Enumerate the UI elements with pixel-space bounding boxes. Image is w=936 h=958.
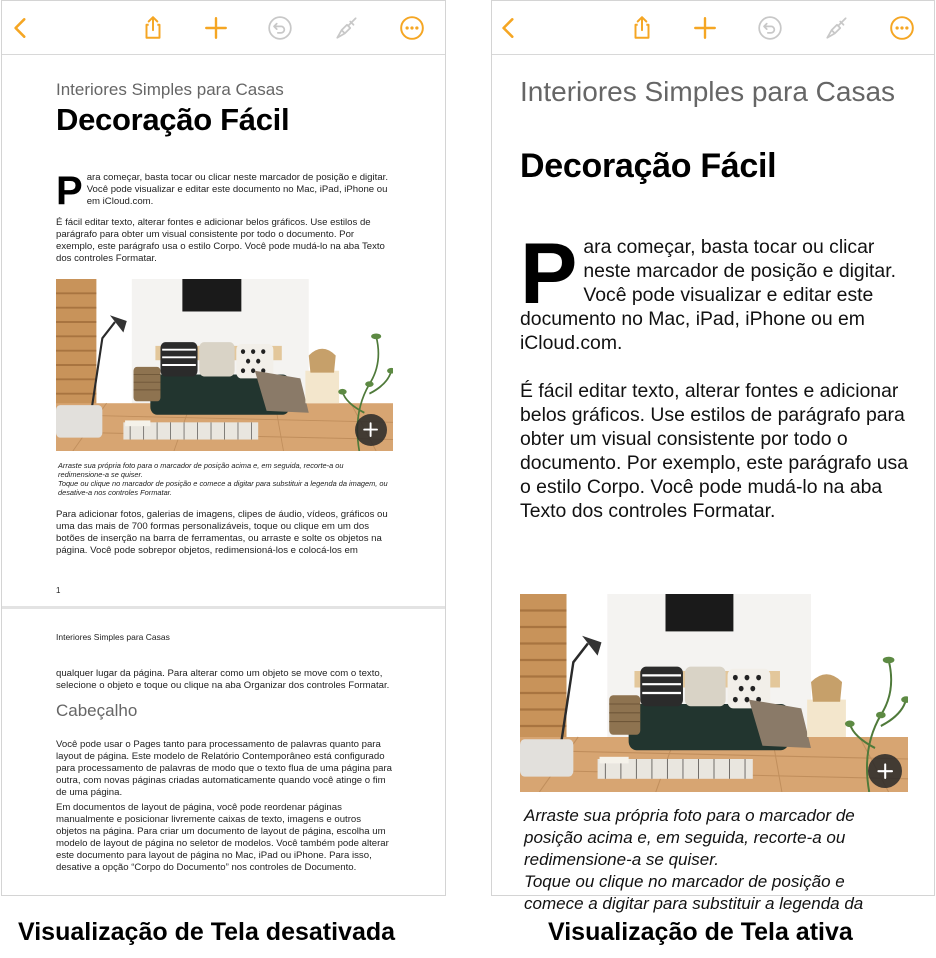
add-image-button[interactable] (868, 754, 902, 788)
more-icon[interactable] (397, 13, 427, 43)
more-icon[interactable] (887, 13, 917, 43)
plus-icon (361, 420, 380, 439)
label-screen-view-on: Visualização de Tela ativa (548, 918, 853, 946)
add-icon[interactable] (201, 13, 231, 43)
body-paragraph-3[interactable]: Para adicionar fotos, galerias de imagens, clipes de áudio, vídeos, gráficos ou uma das mais de 700 formas personalizáveis, toque ou clique em um dos botões de inserção na barra de ferramentas, ou arraste e solte os objetos na página. Você pode sobrepor objetos, redimensioná-los e colocá-los em (56, 509, 388, 556)
running-header: Interiores Simples para Casas (56, 632, 170, 642)
section-heading[interactable]: Cabeçalho (56, 701, 138, 720)
body-paragraph[interactable]: É fácil editar texto, alterar fontes e adicionar belos gráficos. Use estilos de parágrafo para obter um visual consistente por todo o documento. Por exemplo, este parágrafo usa o estilo Corpo. Você pode mudá-lo na aba Texto dos controles Formatar. (520, 380, 909, 522)
body-paragraph-5[interactable]: Você pode usar o Pages tanto para processamento de palavras quanto para layout de página. Este modelo de Relatório Contemporâneo está configurado para processamento de palavras de modo que o texto flua de uma página para outra, com novas páginas criadas automaticamente quando você atinge o fim de uma página. (56, 739, 393, 798)
room-photo-image (56, 279, 393, 451)
document-subtitle[interactable]: Interiores Simples para Casas (520, 76, 896, 107)
phone-screen-view-on (491, 0, 935, 913)
intro-text: ara começar, basta tocar ou clicar neste marcador de posição e digitar. Você pode visualizar e editar este documento no Mac, iPad, iPhone ou em iCloud.com. (86, 172, 388, 207)
toolbar (2, 1, 445, 55)
toolbar (492, 1, 934, 55)
back-icon[interactable] (6, 13, 36, 43)
format-brush-icon[interactable] (822, 13, 852, 43)
share-icon[interactable] (627, 13, 657, 43)
share-icon[interactable] (138, 13, 168, 43)
body-paragraph-6[interactable]: Em documentos de layout de página, você pode reordenar páginas manualmente e posicionar livremente caixas de texto, imagens e outros objetos na página. Para criar um documento de layout de página, escolha um modelo de layout de página no seletor de modelos. Você também pode alterar este documento para layout de página no Mac, iPad ou iPhone. Para isso, desative a opção “Corpo do Documento” nos controles de Documento. (56, 802, 389, 873)
room-photo-placeholder[interactable] (520, 594, 908, 792)
add-image-button[interactable] (355, 414, 387, 446)
drop-cap: P (56, 169, 83, 213)
phone-screen-view-off (1, 0, 446, 896)
page-break (2, 606, 445, 609)
intro-text: ara começar, basta tocar ou clicar neste marcador de posição e digitar. Você pode visualizar e editar este documento no Mac, iPad, iPhone ou em iCloud.com. (520, 236, 896, 354)
image-caption[interactable]: Arraste sua própria foto para o marcador de posição acima e, em seguida, recorte-a ou redimensione-a se quiser. Toque ou clique no marcador de posição e comece a digitar para substituir a legenda da imagem, ou desative-a nos controles Formatar. (58, 461, 388, 497)
label-screen-view-off: Visualização de Tela desativada (18, 918, 396, 946)
back-icon[interactable] (494, 13, 524, 43)
body-paragraph[interactable]: É fácil editar texto, alterar fontes e adicionar belos gráficos. Use estilos de parágrafo para obter um visual consistente por todo o documento. Por exemplo, este parágrafo usa o estilo Corpo. Você pode mudá-lo na aba Texto dos controles Formatar. (56, 217, 385, 264)
format-brush-icon[interactable] (332, 13, 362, 43)
document-page[interactable] (2, 56, 445, 895)
document-subtitle[interactable]: Interiores Simples para Casas (56, 80, 284, 99)
undo-icon[interactable] (265, 13, 295, 43)
undo-icon[interactable] (755, 13, 785, 43)
plus-icon (875, 761, 895, 781)
page-number: 1 (56, 586, 61, 595)
add-icon[interactable] (690, 13, 720, 43)
room-photo-image (520, 594, 908, 792)
intro-paragraph[interactable] (56, 169, 392, 213)
document-title[interactable]: Decoração Fácil (520, 147, 777, 185)
document-title[interactable]: Decoração Fácil (56, 102, 290, 137)
document-screen-view[interactable] (492, 56, 934, 913)
image-caption[interactable]: Arraste sua própria foto para o marcador de posição acima e, em seguida, recorte-a ou redimensione-a se quiser. Toque ou clique no marcador de posição e comece a digitar para substituir a legenda da (524, 806, 864, 913)
intro-paragraph[interactable] (520, 226, 910, 355)
room-photo-placeholder[interactable] (56, 279, 393, 451)
drop-cap: P (520, 226, 578, 322)
body-paragraph-4[interactable]: qualquer lugar da página. Para alterar como um objeto se move com o texto, selecione o objeto e toque ou clique na aba Organizar dos controles Formatar. (56, 668, 390, 691)
